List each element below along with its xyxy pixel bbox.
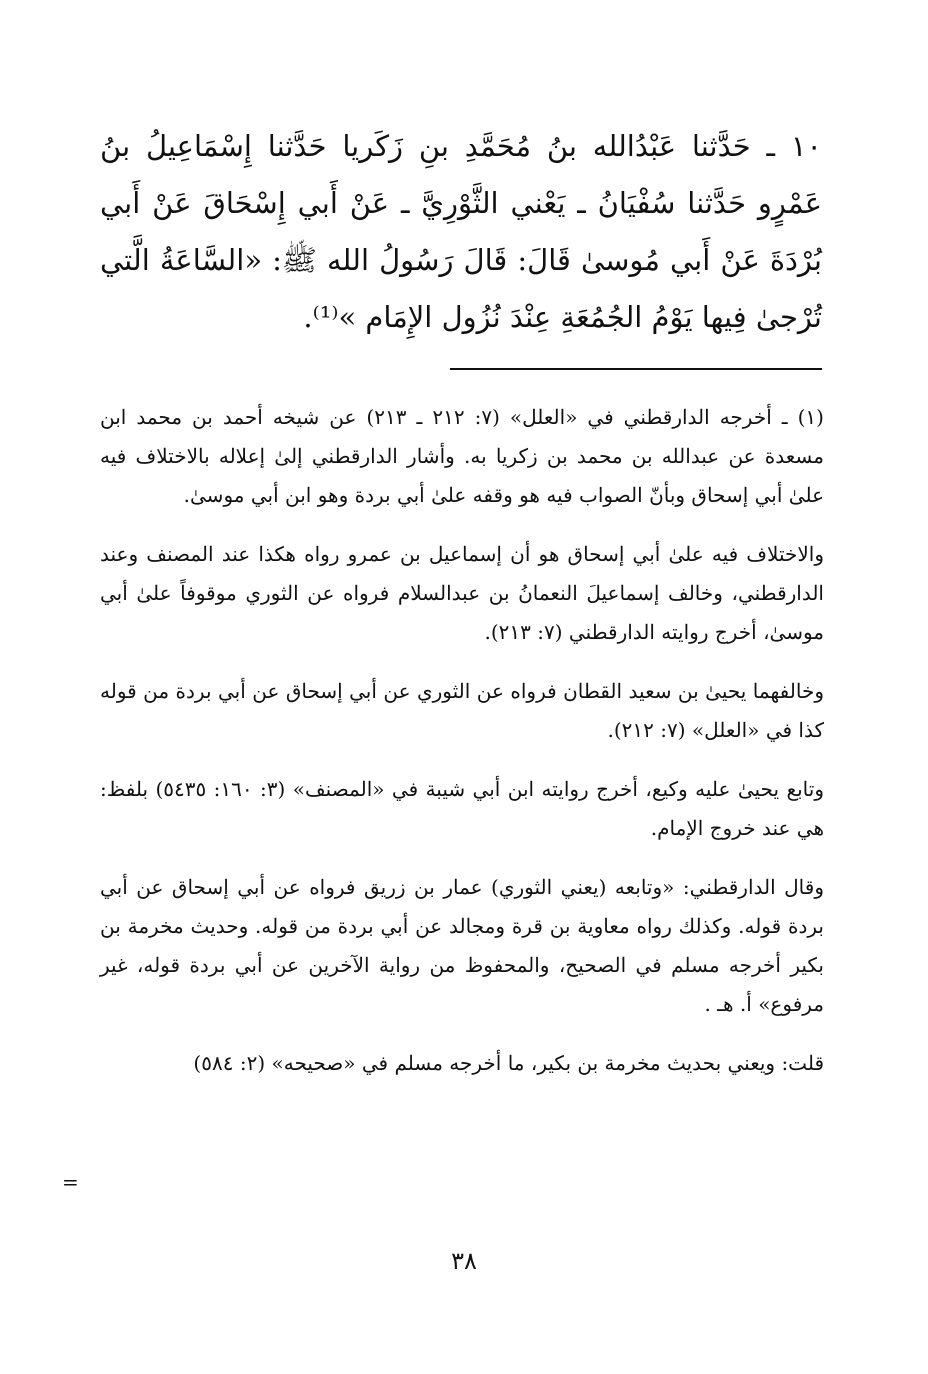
hadith-paragraph: ١٠ ـ حَدَّثنا عَبْدُالله بنُ مُحَمَّدِ بنِ زَكَريا حَدَّثنا إِسْمَاعِيلُ بنُ عَمْرٍو حَدَّثنا سُفْيَانُ ـ يَعْني الثَّوْرِيَّ ـ عَنْ أَبي إِسْحَاقَ عَنْ أَبي بُرْدَةَ عَنْ أَبي مُوسىٰ قَالَ: قَالَ رَسُولُ الله ﷺ: «السَّاعَةُ الَّتي تُرْجىٰ فِيها يَوْمُ الجُمُعَةِ عِنْدَ نُزُول الإِمَام »⁽¹⁾. bbox=[100, 129, 822, 334]
hadith-text-block bbox=[100, 118, 822, 346]
footnote-paragraph-6: قلت: ويعني بحديث مخرمة بن بكير، ما أخرجه مسلم في «صحيحه» (٢: ٥٨٤) bbox=[193, 1051, 824, 1075]
footnote-paragraph-5: وقال الدارقطني: «وتابعه (يعني الثوري) عمار بن زريق فرواه عن أبي إسحاق عن أبي بردة قوله. وكذلك رواه معاوية بن قرة ومجالد عن أبي بردة من قوله. وحديث مخرمة بن بكير أخرجه مسلم في الصحيح، والمحفوظ من رواية الآخرين عن أبي بردة قوله، غير مرفوع» أ. هـ . bbox=[100, 875, 824, 1016]
page-number: ٣٨ bbox=[451, 1247, 477, 1275]
footnotes-block bbox=[100, 398, 824, 1103]
footnote-paragraph-2: والاختلاف فيه علىٰ أبي إسحاق هو أن إسماعيل بن عمرو رواه هكذا عند المصنف وعند الدارقطني، وخالف إسماعيلَ النعمانُ بن عبدالسلام فرواه عن الثوري موقوفاً علىٰ أبي موسىٰ، أخرج روايته الدارقطني (٧: ٢١٣). bbox=[100, 542, 824, 644]
footnote-paragraph-1: (١) ـ أخرجه الدارقطني في «العلل» (٧: ٢١٢ ـ ٢١٣) عن شيخه أحمد بن محمد ابن مسعدة عن عبدالله بن محمد بن زكريا به. وأشار الدارقطني إلىٰ إعلاله بالاختلاف فيه علىٰ أبي إسحاق وبأنّ الصواب فيه هو وقفه علىٰ أبي بردة وهو ابن أبي موسىٰ. bbox=[100, 405, 824, 507]
footnote-paragraph-3: وخالفهما يحيىٰ بن سعيد القطان فرواه عن الثوري عن أبي إسحاق عن أبي بردة من قوله كذا في «العلل» (٧: ٢١٢). bbox=[100, 679, 824, 742]
footnote-paragraph-4: وتابع يحيىٰ عليه وكيع، أخرج روايته ابن أبي شيبة في «المصنف» (٣: ١٦٠: ٥٤٣٥) بلفظ: هي عند خروج الإمام. bbox=[100, 777, 824, 840]
continuation-mark: = bbox=[62, 1170, 79, 1194]
footnote-separator bbox=[450, 368, 822, 370]
